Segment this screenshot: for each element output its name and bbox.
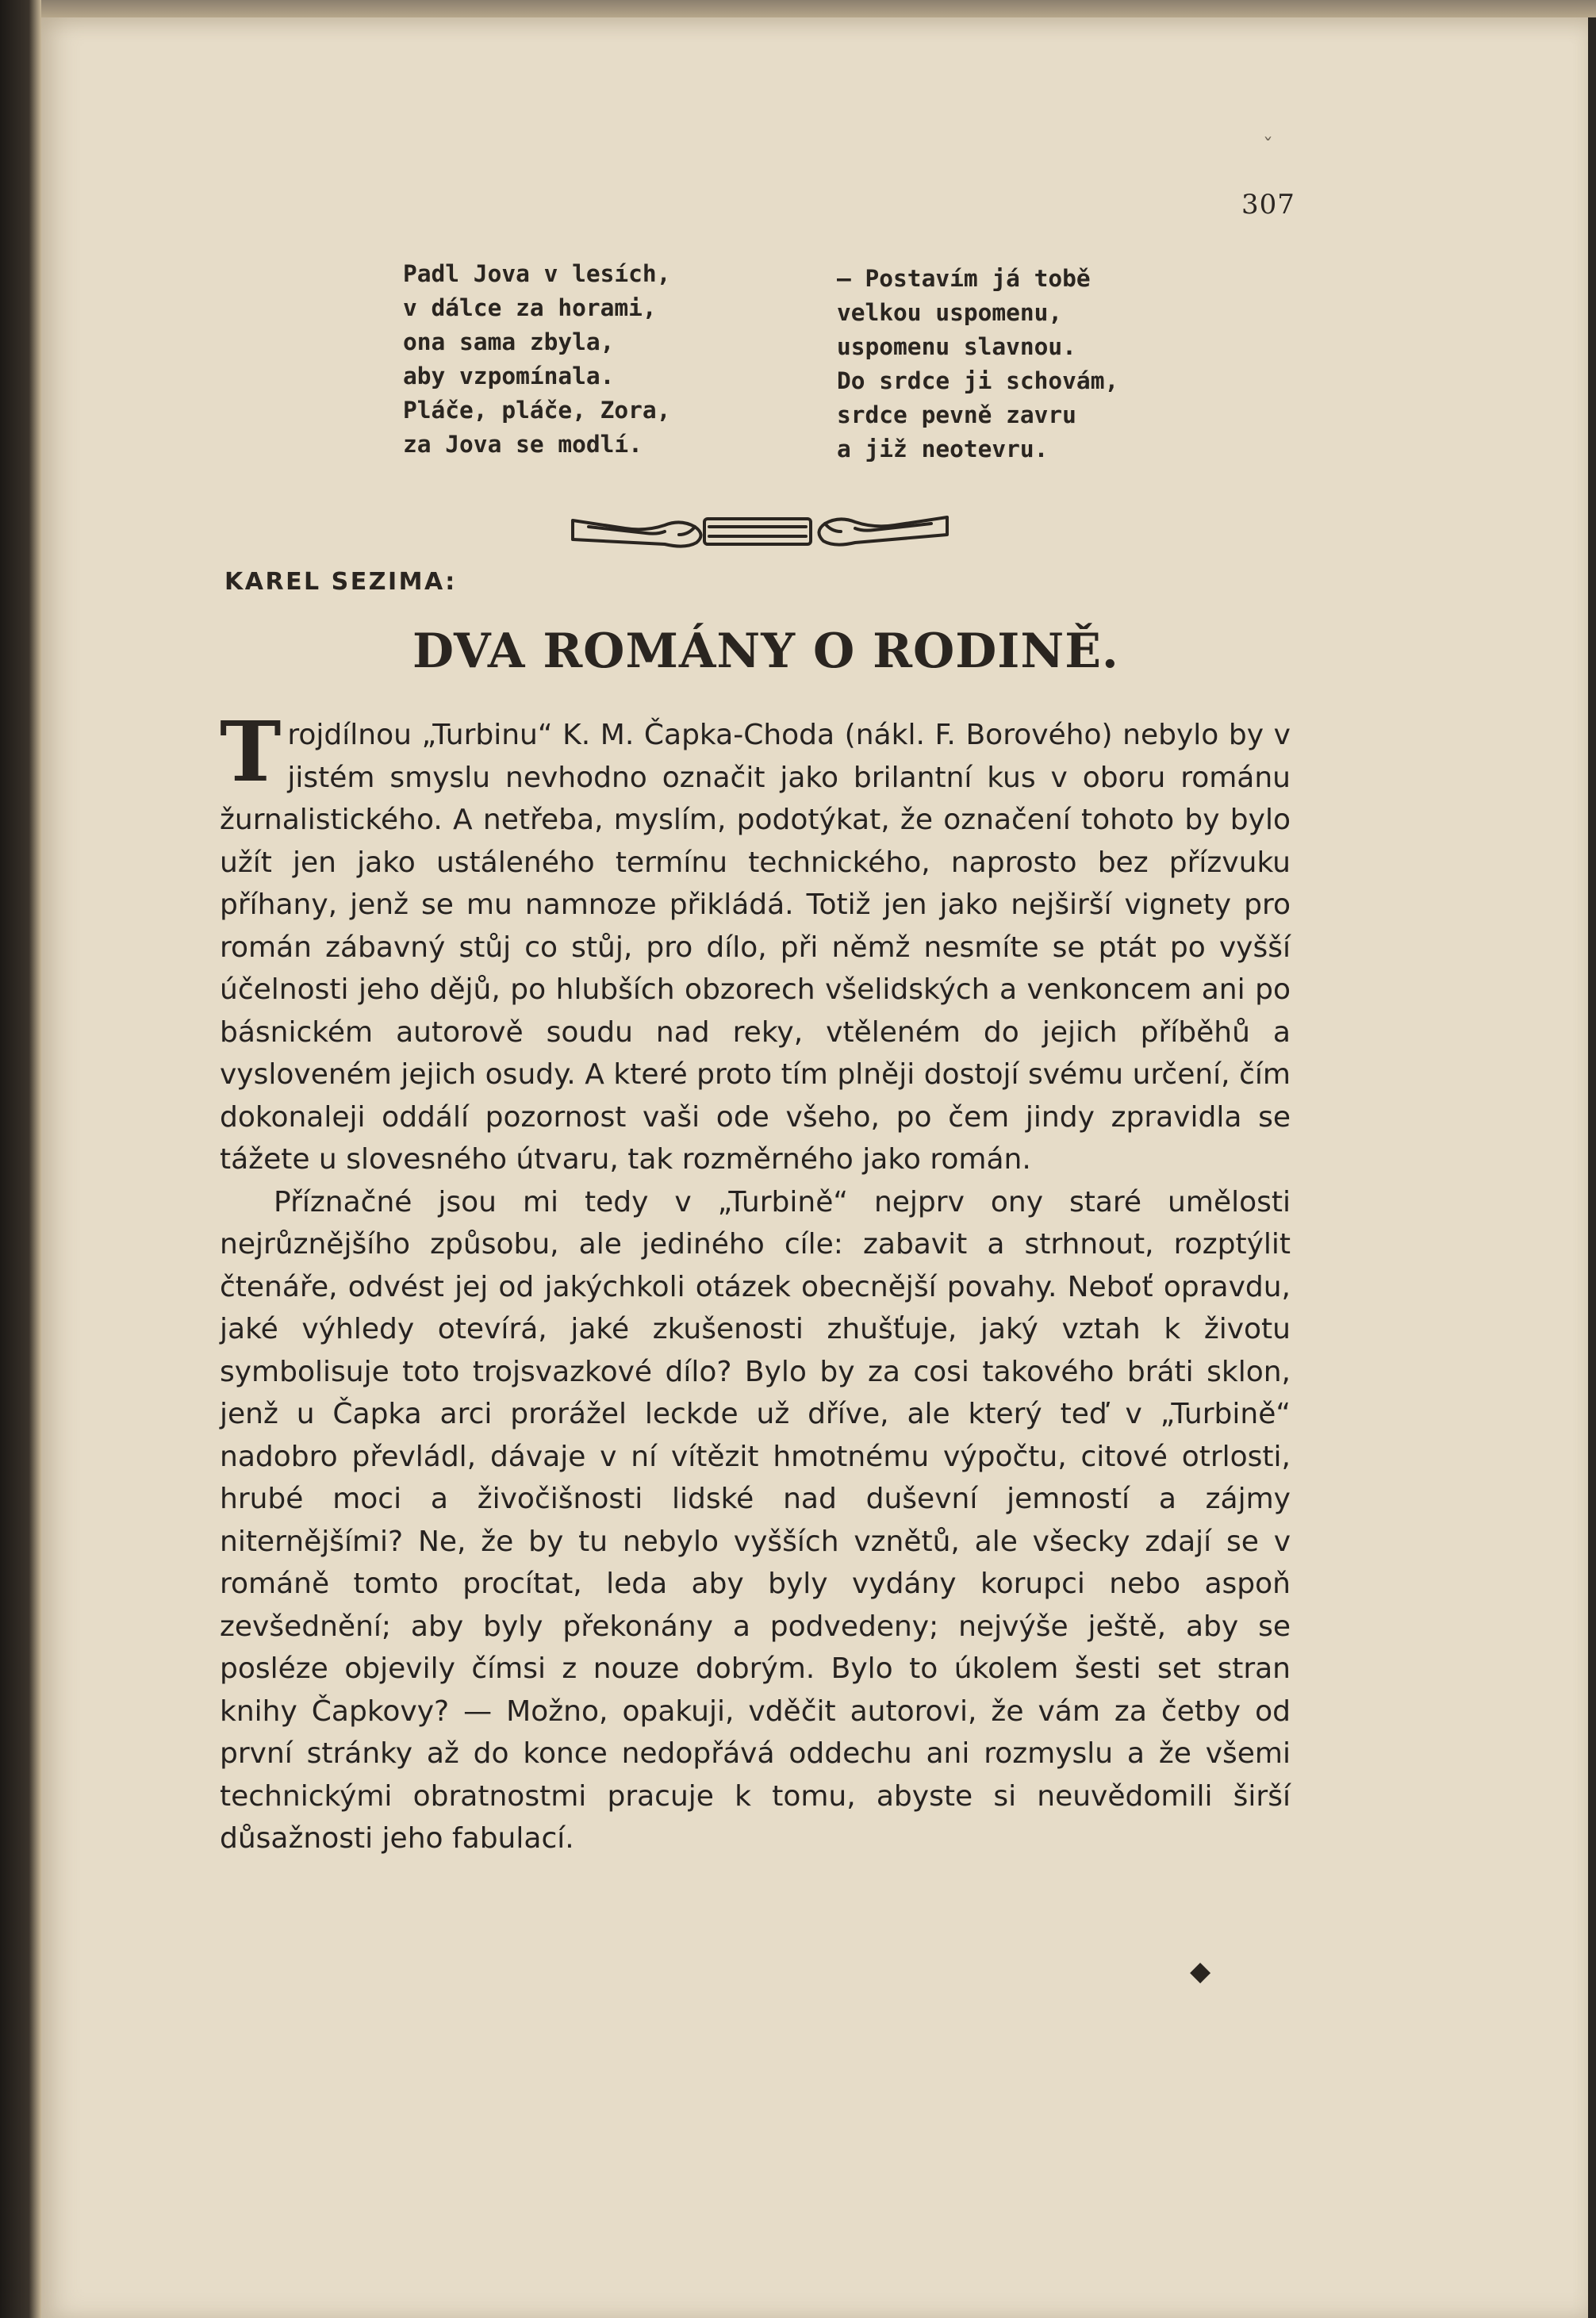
poem-line: Do srdce ji schovám, (837, 367, 1119, 394)
article-title: DVA ROMÁNY O RODINĚ. (412, 624, 1119, 679)
paragraph-2: Příznačné jsou mi tedy v „Turbině“ nejprv ony staré umělosti nejrůznějšího způsobu, ale jediného cíle: zabavit a strhnout, rozptýlit čtenáře, odvést jej od jakýchkoli otázek obecnější povahy. Neboť opravdu, jaké výhledy otevírá, jaké zkušenosti zhušťuje, jaký vztah k životu symbolisuje toto trojsvazkové dílo? Bylo by za cosi takového bráti sklon, jenž u Čapka arci prorážel leckde už dříve, ale který teď v „Turbině“ nadobro převládl, dávaje v ní vítězit hmotnému výpočtu, citové otrlosti, hrubé moci a živočišnosti lidské nad duševní jemností a zájmy niternějšími? Ne, že by tu nebylo vyšších vznětů, ale všecky zdají se v románě tomto procítat, leda aby byly vydány korupci nebo aspoň zevšednění; aby byly překonány a podvedeny; nejvýše ještě, aby se posléze objevily čímsi z nouze dobrým. Bylo to úkolem šesti set stran knihy Čapkovy? — Možno, opakuji, vděčit autorovi, že vám za četby od první stránky až do konce nedopřává oddechu ani rozmyslu a že všemi technickými obratnostmi pracuje k tomu, abyste si neuvědomili širší důsažnosti jeho fabulací. (220, 1185, 1291, 1855)
poem-line: v dálce za horami, (403, 294, 657, 321)
paragraph-1 (220, 703, 1291, 1181)
poem-line: velkou uspomenu, (837, 299, 1063, 326)
poem-line: uspomenu slavnou. (837, 333, 1076, 360)
poem-line: srdce pevně zavru (837, 401, 1076, 428)
poem-line: Padl Jova v lesích, (403, 260, 671, 287)
poem-line: — Postavím já tobě (837, 265, 1091, 292)
page-number: 307 (1241, 189, 1295, 221)
article-body (220, 703, 1291, 1860)
poem-line: aby vzpomínala. (403, 363, 615, 390)
poem-left-stanza (403, 257, 670, 462)
poem-line: a již neotevru. (837, 436, 1049, 462)
paragraph-1-text: rojdílnou „Turbinu“ K. M. Čapka-Choda (nákl. F. Borového) nebylo by v jistém smyslu nevhodno označit jako brilantní kus v oboru románu žurnalistického. A netřeba, myslím, podotýkat, že označení tohoto by bylo užít jen jako ustáleného termínu technického, naprosto bez přízvuku příhany, jenž se mu namnoze přikládá. Totiž jen jako nejširší vignety pro román zábavný stůj co stůj, pro dílo, při němž nesmíte se ptát po vyšší účelnosti jeho dějů, po hlubších obzorech všelidských a venkoncem ani po básnickém autorově soudu nad reky, vtěleném do jejich příběhů a vysloveném jejich osudy. A které proto tím plněji dostojí svému určení, čím dokonaleji oddálí pozornost vaši ode všeho, po čem jindy zpravidla se tážete u slovesného útvaru, tak rozměrného jako román. (220, 719, 1291, 1176)
end-mark: ◆ (1190, 1955, 1211, 1987)
poem-line: ona sama zbyla, (403, 328, 615, 355)
poem-line: za Jova se modlí. (403, 431, 643, 458)
corner-mark: ˇ (1263, 135, 1273, 159)
poem-right-stanza (837, 262, 1118, 466)
section-divider-ornament (570, 508, 950, 552)
book-top-edge (0, 0, 1596, 17)
poem-line: Pláče, pláče, Zora, (403, 397, 671, 424)
book-spine-edge (0, 0, 41, 2318)
article-author: KAREL SEZIMA: (224, 568, 457, 596)
drop-cap: T (220, 703, 282, 800)
